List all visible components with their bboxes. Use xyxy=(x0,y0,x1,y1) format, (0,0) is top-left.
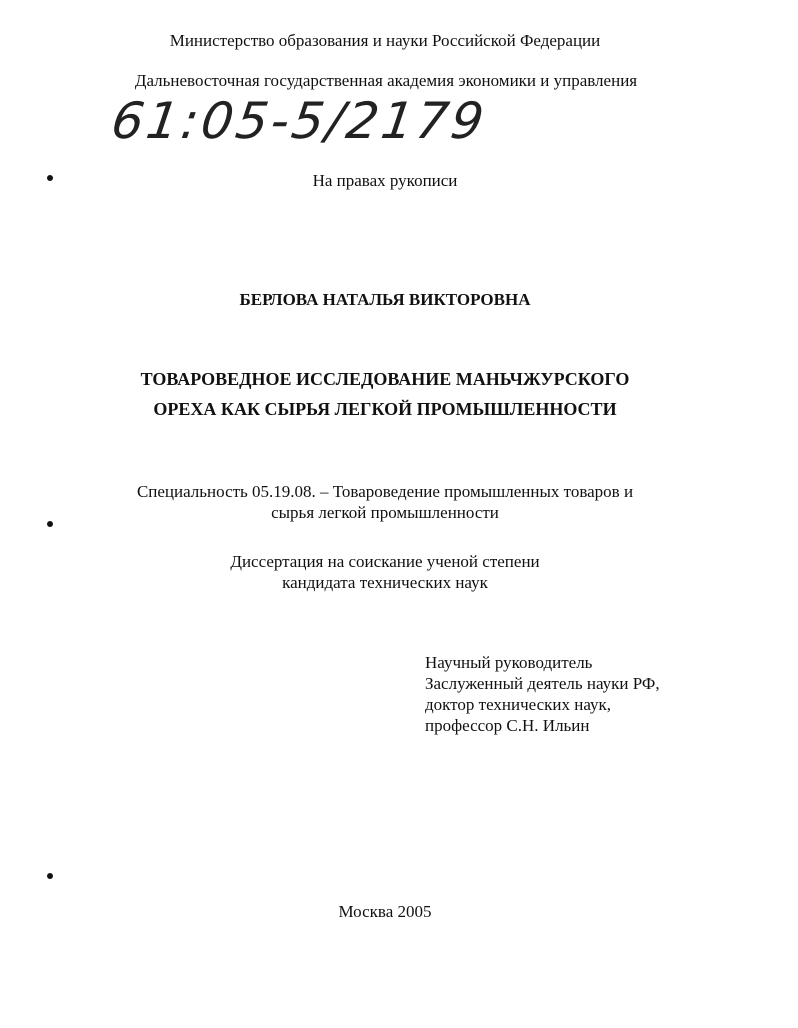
degree-line-1: Диссертация на соискание ученой степени xyxy=(230,552,540,571)
title-line-2: ОРЕХА КАК СЫРЬЯ ЛЕГКОЙ ПРОМЫШЛЕННОСТИ xyxy=(153,399,617,419)
specialty-line-1: Специальность 05.19.08. – Товароведение промышленных товаров и xyxy=(136,482,634,501)
supervisor-line-1: Научный руководитель xyxy=(425,653,593,672)
supervisor-line-4: профессор С.Н. Ильин xyxy=(425,716,590,735)
handwritten-catalog-number: 61:05-5/2179 xyxy=(107,92,491,150)
degree-line-2: кандидата технических наук xyxy=(282,573,488,592)
binding-hole-mark xyxy=(47,175,53,181)
binding-hole-mark xyxy=(47,521,53,527)
title-line-1: ТОВАРОВЕДНОЕ ИССЛЕДОВАНИЕ МАНЬЧЖУРСКОГО xyxy=(140,369,630,389)
specialty-line-2: сырья легкой промышленности xyxy=(271,503,499,522)
supervisor-line-3: доктор технических наук, xyxy=(425,695,612,714)
academy-line: Дальневосточная государственная академия экономики и управления xyxy=(134,71,638,90)
city-year: Москва 2005 xyxy=(338,902,432,921)
rights-note: На правах рукописи xyxy=(312,171,458,190)
ministry-line: Министерство образования и науки Российской Федерации xyxy=(169,31,601,50)
author-name: БЕРЛОВА НАТАЛЬЯ ВИКТОРОВНА xyxy=(239,290,531,309)
supervisor-line-2: Заслуженный деятель науки РФ, xyxy=(425,674,660,693)
binding-hole-mark xyxy=(47,873,53,879)
